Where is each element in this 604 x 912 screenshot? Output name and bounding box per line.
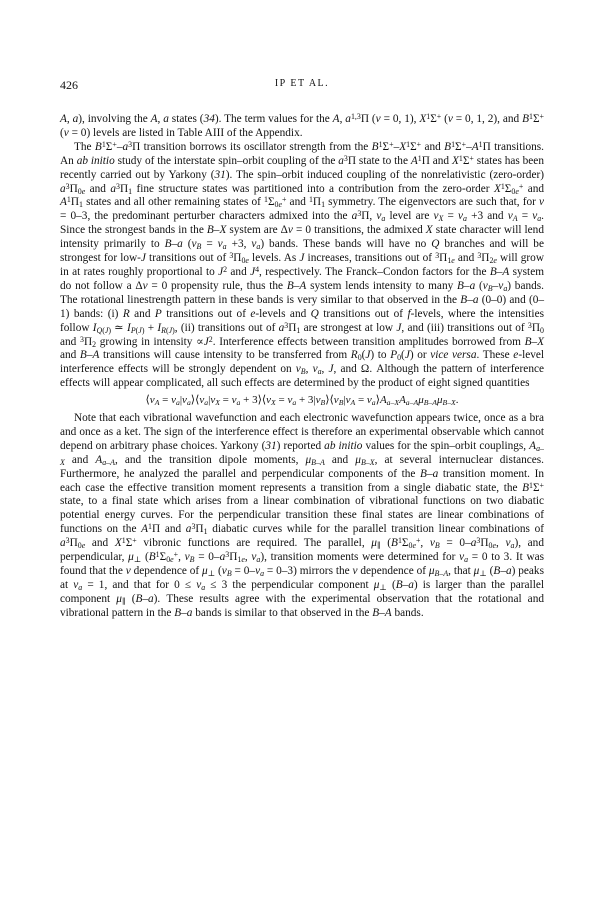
equation: $⟨v_A$ = $v_a|v_a⟩⟨v_a|v_X = v_a$ + $3⟩⟨v_X = v_a$ + $3|v_B⟩⟨v_B|v_A$ = $v_a⟩A_{a-X}A_{a-A}\mu_{B-A}\mu_{B-X}$.	[145, 394, 459, 408]
running-head: IP ET AL.	[274, 78, 330, 89]
paragraph-2: The $B^1\Sigma^+-a^3\Pi$ transition borrows its oscillator strength from the $B^1\Sigma^+-X^1\Sigma^+$ and $B^1\Sigma^+-A^1\Pi$ transitions. An ab initio study of the interstate spin–orbit coupling of the $a^3\Pi$ state to the $A^1\Pi$ and $X^1\Sigma^+$ states has been recently carried out by Yarkony (31). The spin–orbit induced coupling of the nonrelativistic (zero-order) $a^3\Pi_{0e}$ and $a^3\Pi_1$ fine structure states was partitioned into a contribution from the zero-order $X^1\Sigma_{0e}^+$ and $A^1\Pi_1$ states and all other remaining states of $^1\Sigma_{0e}^+$ and $^1\Pi_1$ symmetry. The eigenvectors are such that, for v = 0–3, the predominant perturber characters admixed into the $a^3\Pi$, $v_a$ level are $v_X = v_a +3$ and $v_A = v_a$. Since the strongest bands in the B–X system are Δv = 0 transitions, the admixed X state character will lend intensity primarily to B–a ($v_B = v_a +3$, $v_a$) bands. These bands will have no Q branches and will be strongest for low-J transitions out of $^3\Pi_{0e}$ levels. As J increases, transitions out of $^3\Pi_{1e}$ and $^3\Pi_{2e}$ will grow in at rates roughly proportional to $J^2$ and $J^4$, respectively. The Franck–Condon factors for the B–A system do not follow a Δv = 0 propensity rule, thus the B–A system lends intensity to many B–a $(v_B-v_a)$ bands. The rotational linestrength pattern in these bands is very similar to that observed in the B–a (0–0) and (0–1) bands: (i) R and P transitions out of e-levels and Q transitions out of f-levels, where the intensities follow $I_{Q(J)}$ ≃ $I_{P(J)} + I_{R(J)}$, (ii) transitions out of $a^3\Pi_1$ are strongest at low J, and (iii) transitions out of $^3\Pi_0$ and $^3\Pi_2$ growing in intensity $\propto J^2$. Interference effects between transition amplitudes borrowed from B–X and B–A transitions will cause intensity to be transferred from $R_0(J)$ to $P_0(J)$ or vice versa. These e-level interference effects will be strongly dependent on $v_B$, $v_a$, J, and Ω. Although the pattern of interference effects will appear complicated, all such effects are determined by the product of eight signed quantities	[60, 139, 545, 390]
page-number: 426	[60, 78, 78, 92]
paragraph-3: Note that each vibrational wavefunction and each electronic wavefunction appears twice, once as a bra and once as a ket. The sign of the interference effect is therefore an experimental observable which cannot depend on arbitrary phase choices. Yarkony (31) reported ab initio values for the spin–orbit couplings, $A_{a-X}$ and $A_{a-A}$, and the transition dipole moments, $\mu_{B-A}$ and $\mu_{B-X}$, at several internuclear distances. Furthermore, he analyzed the parallel and perpendicular components of the B–a transition moment. In each case the effective transition moment represents a transition from a single diabatic state, the $B^1\Sigma^+$ state, to a final state which arises from a linear combination of vibrational functions on two diabatic potential energy curves. For the perpendicular transition these final states are linear combinations of functions on the $A^1\Pi$ and $a^3\Pi_1$ diabatic curves while for the parallel transition linear combinations of $a^3\Pi_{0e}$ and $X^1\Sigma^+$ vibronic functions are required. The parallel, $\mu_\parallel$ ($B^1\Sigma_{0e}^+$, $v_B = 0-a^3\Pi_{0e}$, $v_a$), and perpendicular, $\mu_\perp$ ($B^1\Sigma_{0e}^+$, $v_B = 0-a^3\Pi_{1e}$, $v_a$), transition moments were determined for $v_a = 0$ to 3. It was found that the v dependence of $\mu_\perp$ $(v_B = 0-v_a = 0-3)$ mirrors the v dependence of $\mu_{B-A}$, that $\mu_\perp$ (B–a) peaks at $v_a = 1$, and that for $0 \le v_a \le 3$ the perpendicular component $\mu_\perp$ (B–a) is larger than the parallel component $\mu_\parallel$ (B–a). These results agree with the experimental observation that the rotational and vibrational pattern in the B–a bands is similar to that observed in the B–A bands.	[60, 412, 545, 619]
body-text	[60, 113, 544, 621]
paragraph-1: A, a), involving the A, a states (34). The term values for the A, $a^{1,3}\Pi$ (v = 0, 1), $X^1\Sigma^+$ (v = 0, 1, 2), and $B^1\Sigma^+$ (v = 0) levels are listed in Table AIII of the Appendix.	[60, 111, 544, 139]
page-header	[60, 78, 544, 94]
